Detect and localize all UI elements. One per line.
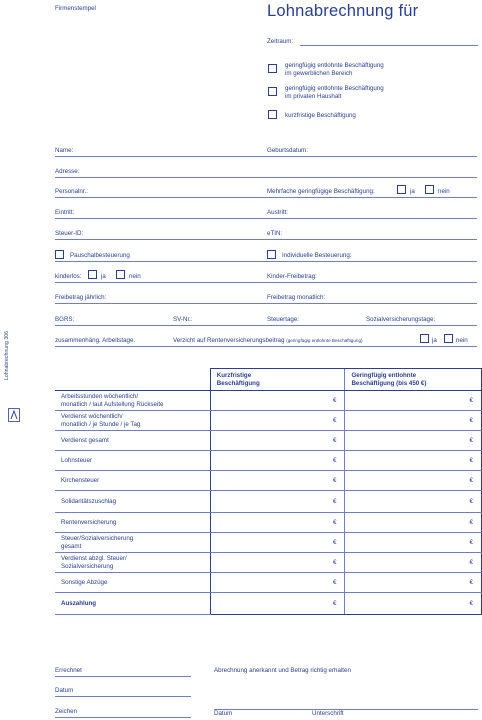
short-term-amount-cell[interactable]: € bbox=[210, 593, 345, 615]
bgrs-line[interactable] bbox=[55, 325, 477, 326]
mark-label: Zeichen bbox=[55, 708, 78, 715]
working-days-line[interactable] bbox=[55, 346, 477, 347]
option-household-label: geringfügig entlohnte Beschäftigung im privaten Haushalt bbox=[285, 85, 384, 101]
calculated-line[interactable] bbox=[55, 676, 191, 677]
pension-yes-label: ja bbox=[432, 337, 437, 344]
form-number: Lohnabrechnung 306 bbox=[4, 330, 10, 380]
childless-no-checkbox[interactable] bbox=[116, 270, 125, 279]
avery-logo-icon bbox=[8, 408, 20, 422]
marginal-amount-cell[interactable]: € bbox=[345, 431, 482, 451]
address-line[interactable] bbox=[55, 177, 477, 178]
mark-line[interactable] bbox=[55, 717, 191, 718]
childless-line[interactable] bbox=[55, 282, 477, 283]
col-marginal-header: Geringfügig entlohnte Beschäftigung (bis 450 €) bbox=[345, 369, 482, 391]
flat-tax-checkbox[interactable] bbox=[55, 250, 64, 259]
row-label: Arbeitsstunden wöchentlich/ monatlich / laut Aufstellung Rückseite bbox=[55, 391, 210, 411]
row-label: Verdienst abzgl. Steuer/ Sozialversicherung bbox=[55, 553, 210, 573]
pension-yes-checkbox[interactable] bbox=[420, 334, 429, 343]
row-label: Verdienst wöchentlich/ monatlich / je Stunde / je Tag bbox=[55, 411, 210, 431]
period-line[interactable] bbox=[300, 45, 478, 46]
marginal-amount-cell[interactable]: € bbox=[345, 471, 482, 491]
entry-line[interactable] bbox=[55, 218, 477, 219]
row-label: Solidaritätszuschlag bbox=[55, 491, 210, 513]
sv-days-label: Sozialversicherungstage: bbox=[366, 316, 436, 323]
tax-type-line bbox=[55, 261, 477, 262]
date-line[interactable] bbox=[55, 696, 191, 697]
table-row bbox=[55, 391, 482, 411]
short-term-amount-cell[interactable]: € bbox=[210, 411, 345, 431]
period-label: Zeitraum: bbox=[267, 38, 294, 45]
table-row bbox=[55, 553, 482, 573]
working-days-label: zusammenhäng. Arbeitstage: bbox=[55, 337, 136, 344]
option-household-checkbox[interactable] bbox=[268, 87, 277, 96]
option-commercial-checkbox[interactable] bbox=[268, 64, 277, 73]
childless-label: kinderlos: bbox=[55, 273, 82, 280]
marginal-amount-cell[interactable]: € bbox=[345, 593, 482, 615]
multiple-employment-label: Mehrfache geringfügige Beschäftigung: bbox=[267, 188, 375, 195]
address-label: Adresse: bbox=[55, 168, 80, 175]
short-term-amount-cell[interactable]: € bbox=[210, 573, 345, 593]
row-label: Steuer/Sozialversicherung gesamt bbox=[55, 533, 210, 553]
multiple-no-label: nein bbox=[438, 188, 450, 195]
etin-label: eTIN: bbox=[267, 230, 283, 237]
received-label: Abrechnung anerkannt und Betrag richtig erhalten bbox=[214, 667, 351, 674]
table-row bbox=[55, 451, 482, 471]
option-commercial-label: geringfügig entlohnte Beschäftigung im gewerblichen Bereich bbox=[285, 62, 384, 78]
short-term-amount-cell[interactable]: € bbox=[210, 391, 345, 411]
marginal-amount-cell[interactable]: € bbox=[345, 451, 482, 471]
monthly-allowance-label: Freibetrag monatlich: bbox=[267, 294, 326, 301]
date2-label: Datum bbox=[214, 710, 233, 717]
multiple-yes-label: ja bbox=[410, 188, 415, 195]
pension-waiver-label: Verzicht auf Rentenversicherungsbeitrag (geringfügig entlohnte Beschäftigung) bbox=[173, 337, 363, 344]
tax-id-line[interactable] bbox=[55, 239, 477, 240]
childless-yes-label: ja bbox=[101, 273, 106, 280]
tax-days-label: Steuertage: bbox=[267, 316, 299, 323]
allowance-line[interactable] bbox=[55, 303, 477, 304]
multiple-yes-checkbox[interactable] bbox=[397, 185, 406, 194]
marginal-amount-cell[interactable]: € bbox=[345, 513, 482, 533]
signature-label: Unterschrift bbox=[312, 710, 344, 717]
table-header-row bbox=[55, 369, 482, 391]
personnel-no-label: Personalnr.: bbox=[55, 188, 89, 195]
birthdate-label: Geburtsdatum: bbox=[267, 147, 308, 154]
row-label: Lohnsteuer bbox=[55, 451, 210, 471]
pension-no-checkbox[interactable] bbox=[444, 334, 453, 343]
calculated-label: Errechnet bbox=[55, 667, 82, 674]
table-row bbox=[55, 431, 482, 451]
company-stamp-label: Firmenstempel bbox=[55, 5, 96, 12]
child-allowance-label: Kinder-Freibetrag: bbox=[267, 273, 317, 280]
childless-no-label: nein bbox=[129, 273, 141, 280]
marginal-amount-cell[interactable]: € bbox=[345, 411, 482, 431]
short-term-amount-cell[interactable]: € bbox=[210, 431, 345, 451]
col-short-term-header: Kurzfristige Beschäftigung bbox=[210, 369, 345, 391]
marginal-amount-cell[interactable]: € bbox=[345, 553, 482, 573]
sv-no-label: SV-Nr.: bbox=[173, 316, 193, 323]
name-label: Name: bbox=[55, 147, 74, 154]
marginal-amount-cell[interactable]: € bbox=[345, 391, 482, 411]
table-row bbox=[55, 471, 482, 491]
individual-tax-checkbox[interactable] bbox=[267, 250, 276, 259]
row-label: Kirchensteuer bbox=[55, 471, 210, 491]
personnel-no-line[interactable] bbox=[55, 197, 477, 198]
table-row bbox=[55, 513, 482, 533]
childless-yes-checkbox[interactable] bbox=[88, 270, 97, 279]
short-term-amount-cell[interactable]: € bbox=[210, 491, 345, 513]
annual-allowance-label: Freibetrag jährlich: bbox=[55, 294, 107, 301]
signature-line[interactable] bbox=[214, 709, 478, 710]
short-term-amount-cell[interactable]: € bbox=[210, 471, 345, 491]
short-term-amount-cell[interactable]: € bbox=[210, 513, 345, 533]
table-row bbox=[55, 593, 482, 615]
entry-label: Eintritt: bbox=[55, 209, 75, 216]
marginal-amount-cell[interactable]: € bbox=[345, 533, 482, 553]
short-term-amount-cell[interactable]: € bbox=[210, 451, 345, 471]
table-row bbox=[55, 573, 482, 593]
option-short-term-label: kurzfristige Beschäftigung bbox=[285, 112, 356, 119]
name-line[interactable] bbox=[55, 156, 477, 157]
flat-tax-label: Pauschalbesteuerung bbox=[70, 252, 130, 259]
payroll-table bbox=[55, 368, 482, 615]
row-label: Verdienst gesamt bbox=[55, 431, 210, 451]
table-row bbox=[55, 533, 482, 553]
table-row bbox=[55, 411, 482, 431]
multiple-no-checkbox[interactable] bbox=[425, 185, 434, 194]
table-row bbox=[55, 491, 482, 513]
marginal-amount-cell[interactable]: € bbox=[345, 491, 482, 513]
form-title: Lohnabrechnung für bbox=[267, 2, 419, 20]
date-label: Datum bbox=[55, 687, 74, 694]
pension-no-label: nein bbox=[456, 337, 468, 344]
tax-id-label: Steuer-ID: bbox=[55, 230, 84, 237]
short-term-amount-cell[interactable]: € bbox=[210, 553, 345, 573]
row-label: Sonstige Abzüge bbox=[55, 573, 210, 593]
short-term-amount-cell[interactable]: € bbox=[210, 533, 345, 553]
individual-tax-label: Individuelle Besteuerung: bbox=[282, 252, 352, 259]
marginal-amount-cell[interactable]: € bbox=[345, 573, 482, 593]
bgrs-label: BGRS: bbox=[55, 316, 75, 323]
exit-label: Austritt: bbox=[267, 209, 288, 216]
row-label: Rentenversicherung bbox=[55, 513, 210, 533]
row-label: Auszahlung bbox=[55, 593, 210, 615]
option-short-term-checkbox[interactable] bbox=[268, 110, 277, 119]
